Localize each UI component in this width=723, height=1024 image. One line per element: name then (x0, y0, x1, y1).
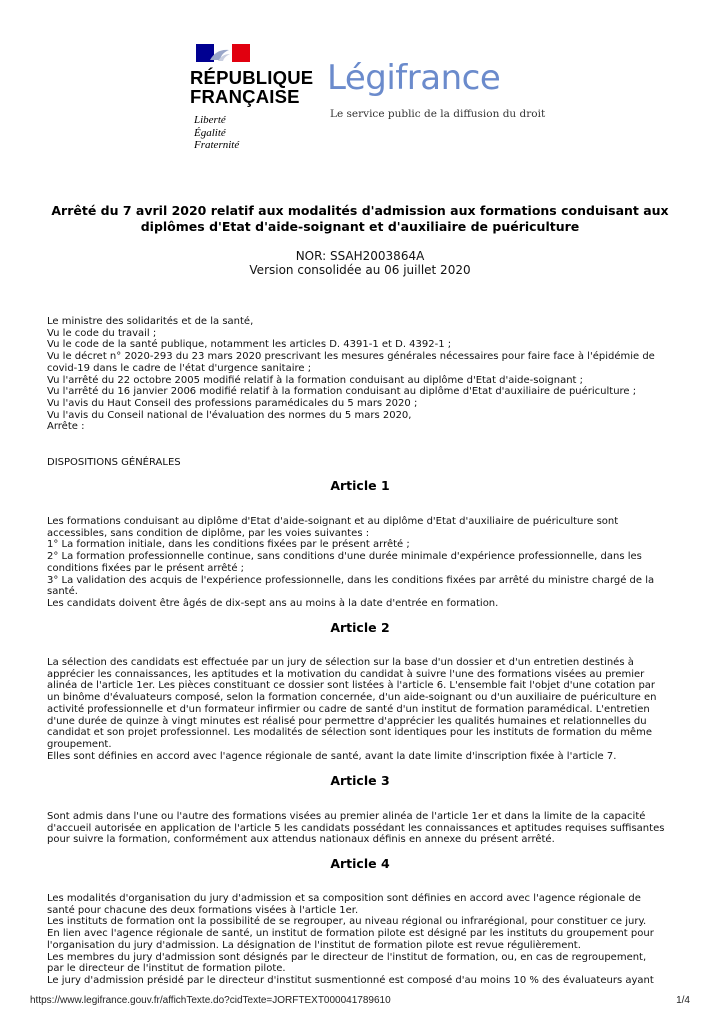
article-line: Les candidats doivent être âgés de dix-sept ans au moins à la date d'entrée en formation. (47, 597, 499, 609)
article-line: apprécier les connaissances, les aptitudes et la motivation du candidat à suivre l'une des formations visées au premier (47, 668, 645, 680)
article-line: par le directeur de l'institut de formation pilote. (47, 963, 286, 975)
article-1-heading: Article 1 (330, 478, 390, 493)
article-line: un binôme d'évaluateurs composé, selon la formation concernée, d'un aide-soignant ou d'un auxiliaire de puériculture en (47, 692, 657, 704)
article-line: d'accueil autorisée en application de l'article 5 les candidats possédant les connaissances et aptitudes requises suffisantes (47, 822, 665, 834)
preamble-line: Le ministre des solidarités et de la santé, (47, 316, 254, 327)
preamble-line: Vu le code du travail ; (47, 327, 157, 339)
preamble-line: Vu l'avis du Haut Conseil des professions paramédicales du 5 mars 2020 ; (47, 397, 418, 409)
motto-liberte: Liberté (194, 114, 226, 126)
section-title (47, 457, 679, 469)
article-line: santé pour chacune des deux formations visées à l'article 1er. (47, 904, 359, 916)
article-2-heading: Article 2 (330, 620, 390, 635)
article-line: Les modalités d'organisation du jury d'admission et sa composition sont définies en accord avec l'agence régionale de (47, 893, 641, 904)
article-line: 1° La formation initiale, dans les conditions fixées par le présent arrêté ; (47, 539, 410, 551)
article-line: 2° La formation professionnelle continue, sans conditions d'une durée minimale d'expérience professionnelle, dans les (47, 551, 642, 563)
motto-fraternite: Fraternité (194, 139, 240, 151)
article-3-body (47, 811, 679, 846)
section-title-text: DISPOSITIONS GÉNÉRALES (47, 457, 181, 468)
republic-motto (194, 114, 239, 152)
preamble-line: Vu le décret n° 2020-293 du 23 mars 2020 prescrivant les mesures générales nécessaires pour faire face à l'épidémie de (47, 351, 655, 363)
article-line: activité professionnelle et d'un formateur infirmier ou cadre de santé d'un institut de formation paramédical. L'entretien (47, 703, 650, 715)
preamble-line: Vu l'arrêté du 22 octobre 2005 modifié relatif à la formation conduisant au diplôme d'Etat d'aide-soignant ; (47, 374, 584, 386)
republic-name-line1: RÉPUBLIQUE (190, 67, 314, 88)
preamble (47, 316, 679, 433)
article-line: groupement. (47, 738, 112, 750)
article-line: Le jury d'admission présidé par le directeur d'institut susmentionné est composé d'au moins 10 % des évaluateurs ayant (47, 974, 654, 986)
article-line: santé. (47, 586, 78, 598)
article-line: 3° La validation des acquis de l'expérience professionnelle, dans les conditions fixées par arrêté du ministre chargé de la (47, 574, 655, 586)
article-line: Elles sont définies en accord avec l'agence régionale de santé, avant la date limite d'inscription fixée à l'article 7. (47, 750, 617, 762)
article-line: l'organisation du jury d'admission. La désignation de l'institut de formation pilote est revue régulièrement. (47, 939, 581, 951)
article-3-heading: Article 3 (330, 773, 390, 788)
article-line: accessibles, sans condition de diplôme, par les voies suivantes : (47, 527, 370, 539)
republic-name-line2: FRANÇAISE (190, 86, 300, 107)
article-2-body (47, 657, 679, 762)
preamble-line: Arrête : (47, 421, 85, 433)
article-line: conditions fixées par le présent arrêté ; (47, 562, 245, 574)
article-line: Les formations conduisant au diplôme d'Etat d'aide-soignant et au diplôme d'Etat d'auxiliaire de puériculture sont (47, 516, 619, 527)
article-line: Les instituts de formation ont la possibilité de se regrouper, au niveau régional ou infrarégional, pour constituer ce jury. (47, 916, 647, 928)
preamble-line: Vu le code de la santé publique, notamment les articles D. 4391-1 et D. 4392-1 ; (47, 339, 452, 351)
version-consolidee: Version consolidée au 06 juillet 2020 (249, 263, 471, 277)
page-number: 1/4 (676, 995, 690, 1006)
article-line: alinéa de l'article 1er. Les pièces constituant ce dossier sont listées à l'article 6. L'ensemble fait l'objet d'une cotation par (47, 680, 656, 692)
motto-egalite: Égalité (194, 126, 226, 139)
republic-name (190, 68, 313, 106)
document-title: Arrêté du 7 avril 2020 relatif aux modalités d'admission aux formations conduisant aux diplômes d'Etat d'aide-soignant et d'auxiliaire de puériculture (51, 203, 669, 234)
preamble-line: Vu l'avis du Conseil national de l'évaluation des normes du 5 mars 2020, (47, 409, 412, 421)
legifrance-tagline: Le service public de la diffusion du droit (330, 108, 546, 120)
article-4-heading: Article 4 (330, 856, 390, 871)
article-4-body (47, 893, 679, 987)
preamble-line: Vu l'arrêté du 16 janvier 2006 modifié relatif à la formation conduisant au diplôme d'Etat d'auxiliaire de puériculture ; (47, 386, 637, 398)
article-line: En lien avec l'agence régionale de santé, un institut de formation pilote est désigné par les instituts du groupement pour (47, 928, 654, 940)
article-line: pour suivre la formation, conformément aux attendus nationaux définis en annexe du présent arrêté. (47, 834, 555, 846)
article-line: La sélection des candidats est effectuée par un jury de sélection sur la base d'un dossier et d'un entretien destinés à (47, 657, 634, 668)
article-line: Sont admis dans l'une ou l'autre des formations visées au premier alinéa de l'article 1er et dans la limite de la capacité (47, 811, 646, 822)
nor-number: NOR: SSAH2003864A (295, 249, 425, 263)
page-url: https://www.legifrance.gouv.fr/affichTexte.do?cidTexte=JORFTEXT000041789610 (30, 995, 391, 1006)
marianne-flag-icon (196, 44, 250, 62)
article-line: candidat et son projet professionnel. Les modalités de sélection sont identiques pour les instituts de formation du même (47, 727, 652, 739)
preamble-line: covid-19 dans le cadre de l'état d'urgence sanitaire ; (47, 362, 312, 374)
legifrance-logo: Légifrance (327, 58, 501, 98)
article-line: d'une durée de quinze à vingt minutes est réalisé pour permettre d'apprécier les qualités humaines et relationnelles du (47, 715, 647, 727)
article-1-body (47, 516, 679, 610)
article-line: Les membres du jury d'admission sont désignés par le directeur de l'institut de formation, ou, en cas de regroupement, (47, 951, 647, 963)
